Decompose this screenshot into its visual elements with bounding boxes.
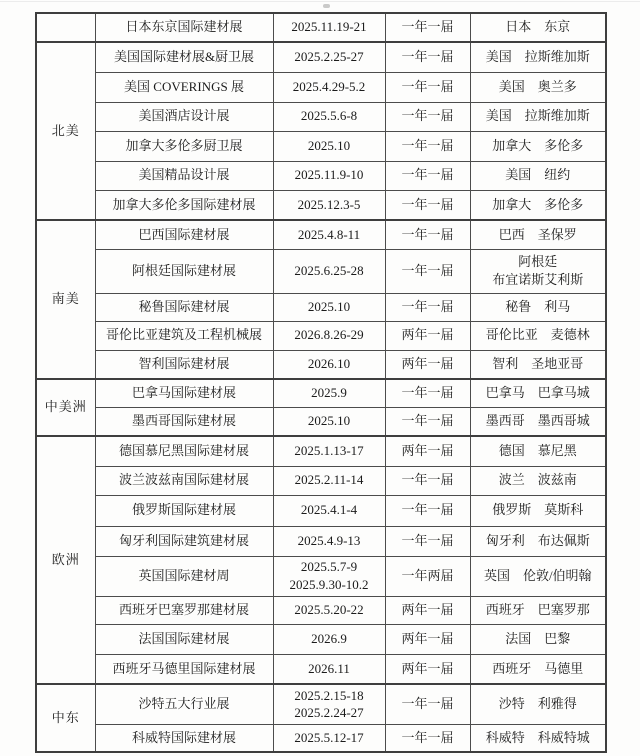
table-row xyxy=(36,190,606,220)
location-cell: 波兰 波兹南 xyxy=(470,466,606,495)
date-cell: 2025.10 xyxy=(273,407,385,436)
table-row xyxy=(36,161,606,190)
date-cell: 2025.11.19-21 xyxy=(273,13,385,42)
frequency-cell: 一年一届 xyxy=(385,161,470,190)
table-row xyxy=(36,249,606,293)
region-cell-south-america: 南美 xyxy=(36,220,95,379)
exhibition-name-cell: 西班牙巴塞罗那建材展 xyxy=(95,596,273,624)
location-cell: 西班牙 马德里 xyxy=(470,654,606,684)
exhibition-name-cell: 美国精品设计展 xyxy=(95,161,273,190)
frequency-cell: 一年一届 xyxy=(385,190,470,220)
date-cell: 2026.8.26-29 xyxy=(273,321,385,350)
table-row xyxy=(36,684,606,724)
frequency-cell: 一年一届 xyxy=(385,42,470,72)
frequency-cell: 两年一届 xyxy=(385,596,470,624)
date-cell: 2025.4.29-5.2 xyxy=(273,72,385,102)
exhibition-name-cell: 加拿大多伦多国际建材展 xyxy=(95,190,273,220)
exhibition-name-cell: 墨西哥国际建材展 xyxy=(95,407,273,436)
region-cell-north-america: 北美 xyxy=(36,42,95,220)
table-row xyxy=(36,131,606,161)
location-cell: 美国 奥兰多 xyxy=(470,72,606,102)
exhibition-name-cell: 加拿大多伦多厨卫展 xyxy=(95,131,273,161)
date-cell: 2025.11.9-10 xyxy=(273,161,385,190)
page-top-edge xyxy=(0,1,640,2)
frequency-cell: 一年一届 xyxy=(385,684,470,724)
date-cell: 2025.10 xyxy=(273,131,385,161)
exhibition-name-cell: 匈牙利国际建筑建材展 xyxy=(95,526,273,556)
date-cell: 2025.9 xyxy=(273,379,385,407)
table-row xyxy=(36,293,606,321)
region-cell-central-america: 中美洲 xyxy=(36,379,95,436)
exhibition-name-cell: 美国 COVERINGS 展 xyxy=(95,72,273,102)
date-line-1: 2025.2.15-18 xyxy=(294,687,364,703)
location-line-1: 阿根廷 xyxy=(518,254,558,270)
date-cell: 2025.10 xyxy=(273,293,385,321)
location-cell: 巴拿马 巴拿马城 xyxy=(470,379,606,407)
exhibition-name-cell: 阿根廷国际建材展 xyxy=(95,249,273,293)
location-cell: 科威特 科威特城 xyxy=(470,724,606,752)
frequency-cell: 一年一届 xyxy=(385,379,470,407)
location-cell: 沙特 利雅得 xyxy=(470,684,606,724)
table-row xyxy=(36,72,606,102)
frequency-cell: 一年一届 xyxy=(385,407,470,436)
location-cell xyxy=(470,249,606,293)
date-cell: 2025.2.25-27 xyxy=(273,42,385,72)
exhibition-name-cell: 日本东京国际建材展 xyxy=(95,13,273,42)
frequency-cell: 一年一届 xyxy=(385,293,470,321)
location-cell: 德国 慕尼黑 xyxy=(470,436,606,466)
date-cell: 2025.6.25-28 xyxy=(273,249,385,293)
table-row xyxy=(36,526,606,556)
frequency-cell: 一年一届 xyxy=(385,13,470,42)
frequency-cell: 一年两届 xyxy=(385,556,470,596)
location-cell: 哥伦比亚 麦德林 xyxy=(470,321,606,350)
region-cell-europe: 欧洲 xyxy=(36,436,95,684)
date-cell xyxy=(273,684,385,724)
table-row xyxy=(36,436,606,466)
date-cell: 2025.4.8-11 xyxy=(273,220,385,249)
page-artifact-dot xyxy=(323,4,330,8)
exhibition-name-cell: 美国酒店设计展 xyxy=(95,102,273,131)
location-cell: 加拿大 多伦多 xyxy=(470,190,606,220)
date-cell xyxy=(273,556,385,596)
exhibitions-table xyxy=(35,12,607,753)
table-row xyxy=(36,220,606,249)
exhibition-name-cell: 英国国际建材周 xyxy=(95,556,273,596)
date-cell: 2026.11 xyxy=(273,654,385,684)
exhibition-name-cell: 秘鲁国际建材展 xyxy=(95,293,273,321)
exhibition-name-cell: 德国慕尼黑国际建材展 xyxy=(95,436,273,466)
table-row xyxy=(36,556,606,596)
location-cell: 日本 东京 xyxy=(470,13,606,42)
location-cell: 美国 纽约 xyxy=(470,161,606,190)
table-row xyxy=(36,596,606,624)
location-cell: 秘鲁 利马 xyxy=(470,293,606,321)
exhibition-name-cell: 智利国际建材展 xyxy=(95,350,273,379)
exhibition-name-cell: 科威特国际建材展 xyxy=(95,724,273,752)
date-cell: 2026.9 xyxy=(273,624,385,654)
table-row xyxy=(36,495,606,526)
exhibition-name-cell: 巴拿马国际建材展 xyxy=(95,379,273,407)
date-line-2: 2025.9.30-10.2 xyxy=(289,576,369,592)
frequency-cell: 两年一届 xyxy=(385,624,470,654)
frequency-cell: 两年一届 xyxy=(385,350,470,379)
location-cell: 巴西 圣保罗 xyxy=(470,220,606,249)
table-row xyxy=(36,42,606,72)
date-cell: 2026.10 xyxy=(273,350,385,379)
location-cell: 美国 拉斯维加斯 xyxy=(470,102,606,131)
exhibition-name-cell: 俄罗斯国际建材展 xyxy=(95,495,273,526)
table-row xyxy=(36,407,606,436)
location-cell: 俄罗斯 莫斯科 xyxy=(470,495,606,526)
frequency-cell: 一年一届 xyxy=(385,102,470,131)
location-cell: 美国 拉斯维加斯 xyxy=(470,42,606,72)
table-row xyxy=(36,466,606,495)
location-cell: 法国 巴黎 xyxy=(470,624,606,654)
date-line-2: 2025.2.24-27 xyxy=(294,704,364,720)
frequency-cell: 两年一届 xyxy=(385,321,470,350)
table-row xyxy=(36,13,606,42)
region-cell-empty xyxy=(36,13,95,42)
frequency-cell: 两年一届 xyxy=(385,436,470,466)
table-row xyxy=(36,379,606,407)
frequency-cell: 一年一届 xyxy=(385,249,470,293)
table-row xyxy=(36,654,606,684)
date-cell: 2025.5.12-17 xyxy=(273,724,385,752)
table-row xyxy=(36,321,606,350)
frequency-cell: 一年一届 xyxy=(385,131,470,161)
date-cell: 2025.1.13-17 xyxy=(273,436,385,466)
date-cell: 2025.5.20-22 xyxy=(273,596,385,624)
table-row xyxy=(36,624,606,654)
exhibition-name-cell: 法国国际建材展 xyxy=(95,624,273,654)
location-cell: 加拿大 多伦多 xyxy=(470,131,606,161)
location-cell: 匈牙利 布达佩斯 xyxy=(470,526,606,556)
exhibition-name-cell: 美国国际建材展&厨卫展 xyxy=(95,42,273,72)
date-cell: 2025.12.3-5 xyxy=(273,190,385,220)
region-cell-middle-east: 中东 xyxy=(36,684,95,752)
frequency-cell: 一年一届 xyxy=(385,72,470,102)
date-cell: 2025.2.11-14 xyxy=(273,466,385,495)
exhibition-name-cell: 巴西国际建材展 xyxy=(95,220,273,249)
frequency-cell: 一年一届 xyxy=(385,526,470,556)
exhibition-name-cell: 波兰波兹南国际建材展 xyxy=(95,466,273,495)
frequency-cell: 一年一届 xyxy=(385,495,470,526)
date-cell: 2025.5.6-8 xyxy=(273,102,385,131)
exhibition-name-cell: 哥伦比亚建筑及工程机械展 xyxy=(95,321,273,350)
location-cell: 英国 伦敦/伯明翰 xyxy=(470,556,606,596)
date-line-1: 2025.5.7-9 xyxy=(300,559,358,575)
frequency-cell: 两年一届 xyxy=(385,654,470,684)
exhibition-name-cell: 西班牙马德里国际建材展 xyxy=(95,654,273,684)
table-row xyxy=(36,102,606,131)
frequency-cell: 一年一届 xyxy=(385,220,470,249)
frequency-cell: 一年一届 xyxy=(385,466,470,495)
location-line-2: 布宜诺斯艾利斯 xyxy=(492,271,584,287)
exhibition-name-cell: 沙特五大行业展 xyxy=(95,684,273,724)
date-cell: 2025.4.1-4 xyxy=(273,495,385,526)
frequency-cell: 一年一届 xyxy=(385,724,470,752)
table-row xyxy=(36,724,606,752)
location-cell: 墨西哥 墨西哥城 xyxy=(470,407,606,436)
location-cell: 西班牙 巴塞罗那 xyxy=(470,596,606,624)
table-row xyxy=(36,350,606,379)
date-cell: 2025.4.9-13 xyxy=(273,526,385,556)
location-cell: 智利 圣地亚哥 xyxy=(470,350,606,379)
